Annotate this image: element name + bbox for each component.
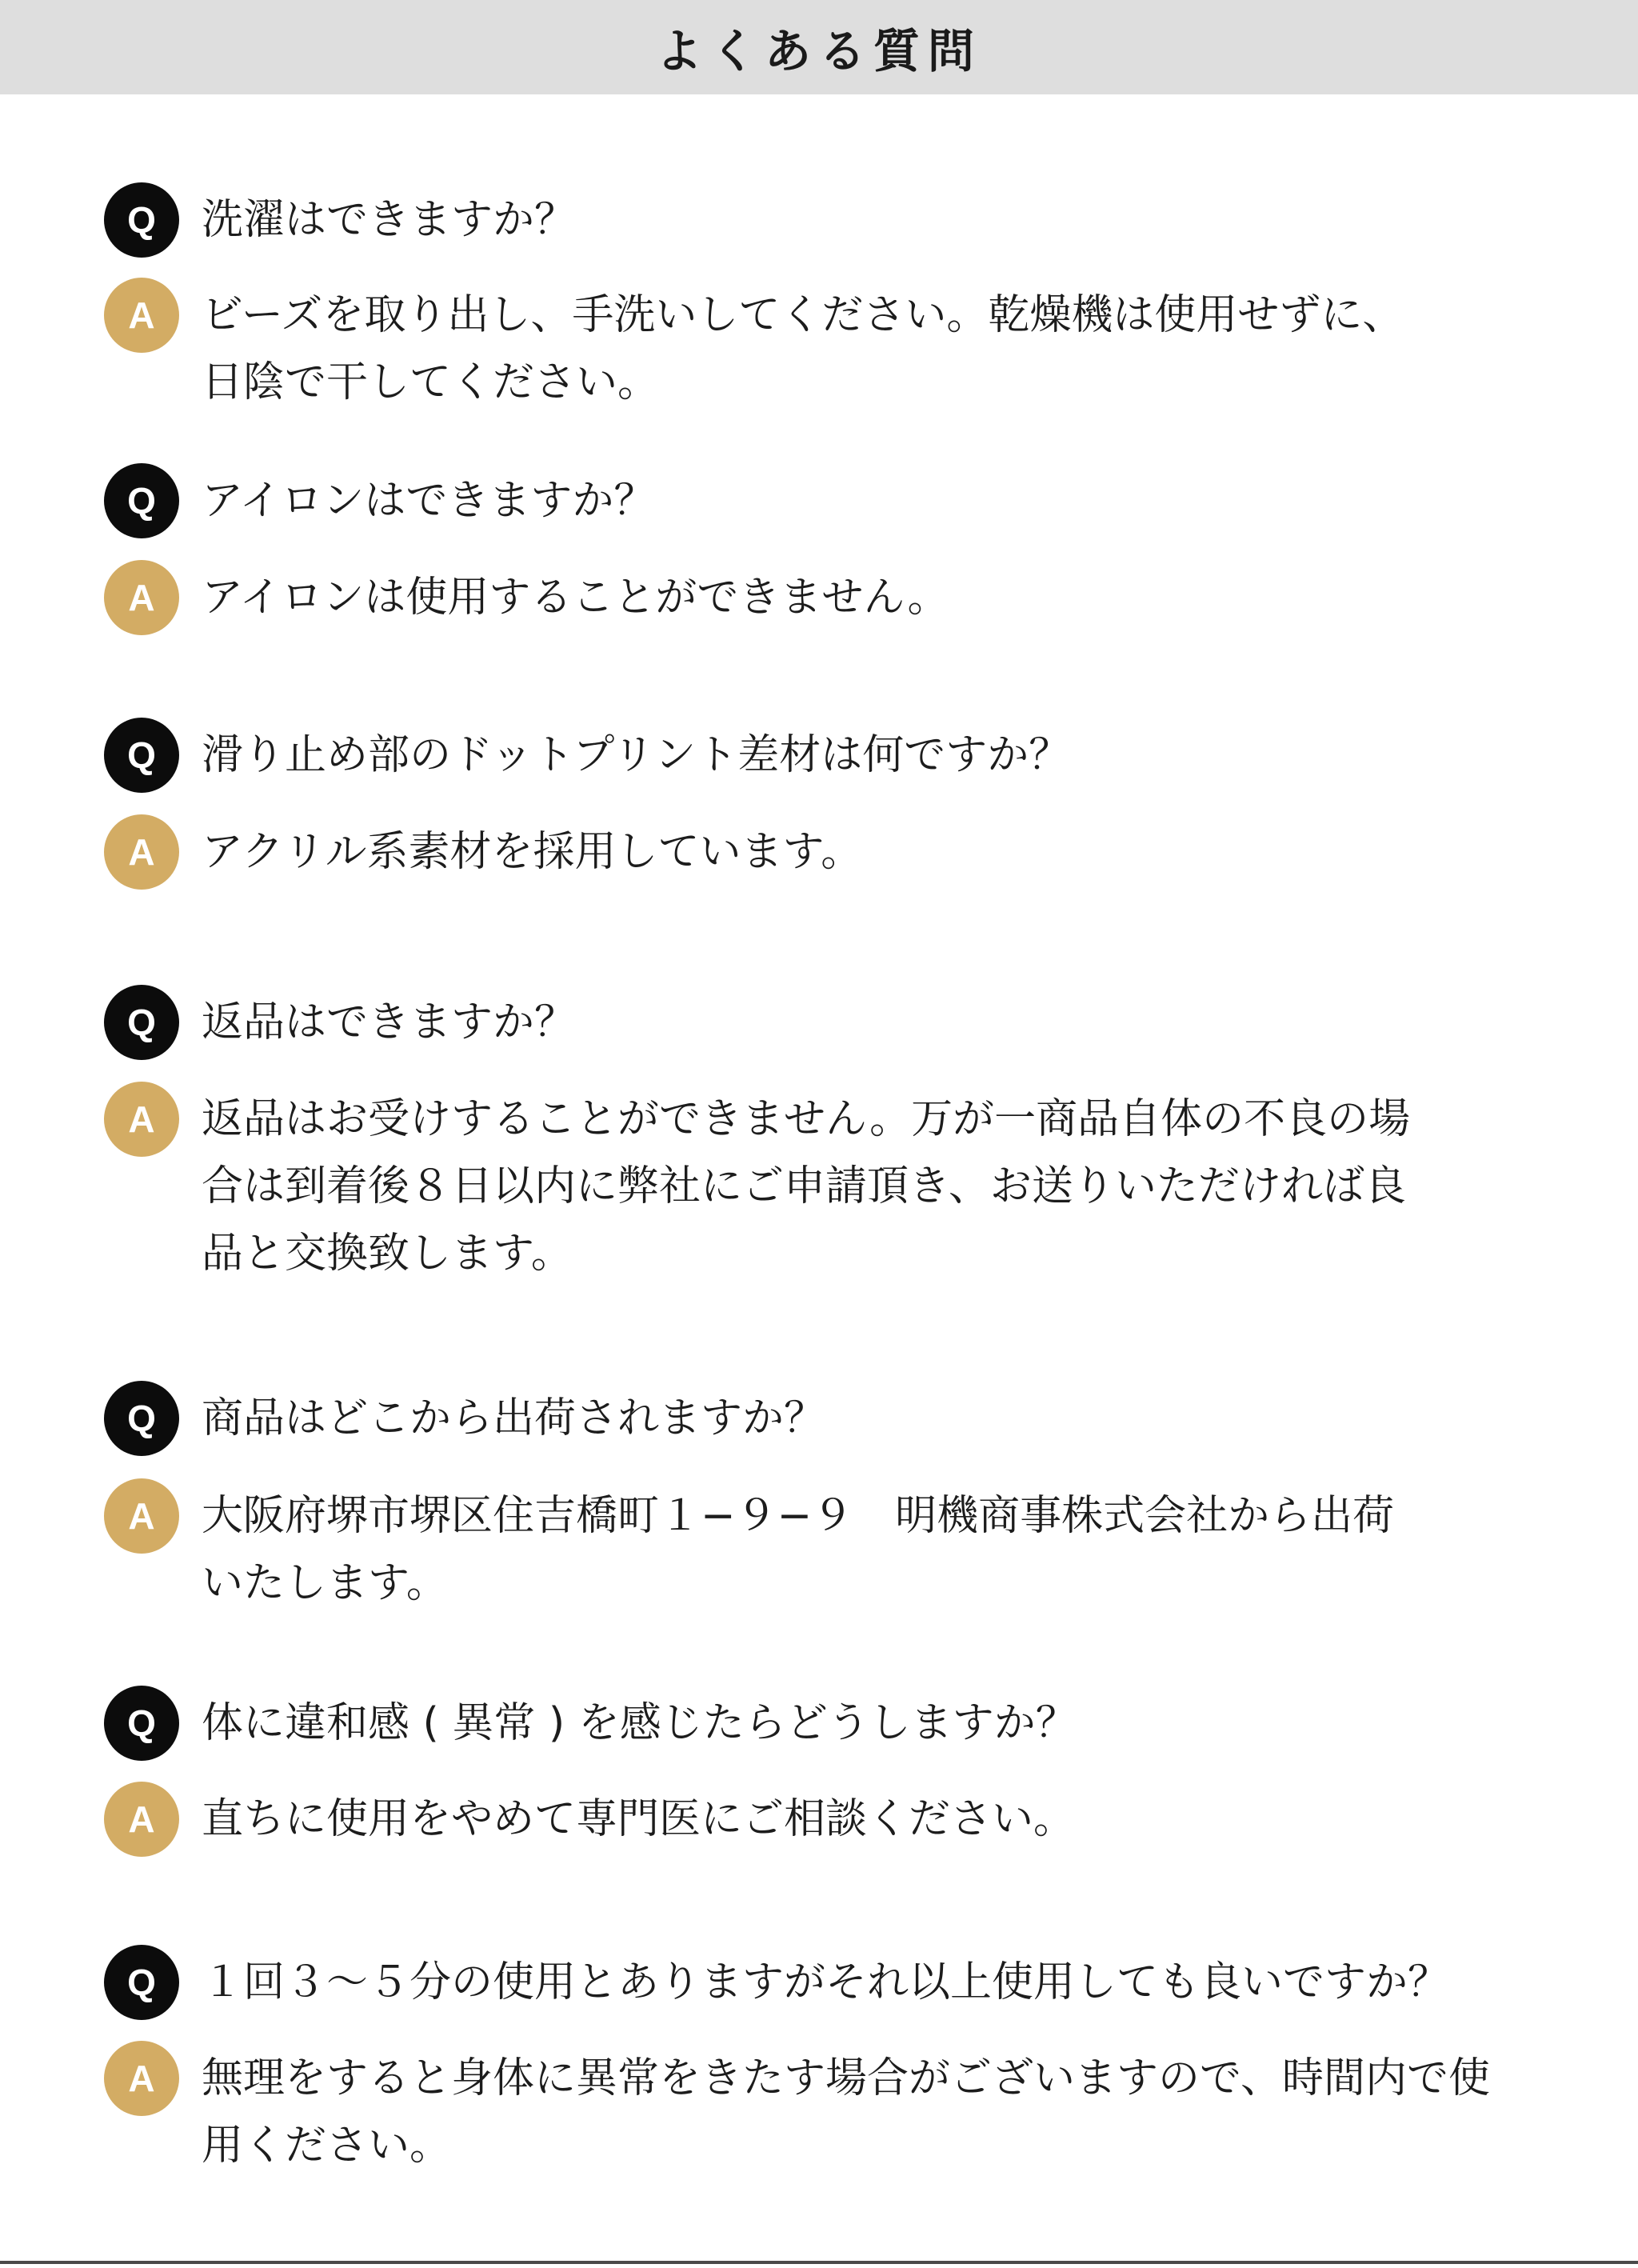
question-text: アイロンはできますか？ (202, 477, 656, 525)
question-badge: Q (104, 985, 179, 1060)
question-text: 滑り止め部のドットプリント差材は何ですか？ (202, 731, 1071, 779)
question-text: 返品はできますか？ (202, 998, 577, 1046)
answer-text: 返品はお受けすることができません。万が一商品自体の不良の場 合は到着後８日以内に弊社にご申請頂き、お送りいただければ良 品と交換致します。 (202, 1095, 1411, 1278)
answer-text: ビーズを取り出し、手洗いしてください。乾燥機は使用せずに、 日陰で干してください。 (202, 291, 1404, 406)
answer-badge: A (104, 814, 179, 890)
question-text: 洗濯はできますか？ (202, 196, 577, 244)
question-badge: Q (104, 1381, 179, 1456)
page-header (0, 0, 1638, 94)
answer-text: 直ちに使用をやめて専門医にご相談ください。 (202, 1795, 1076, 1843)
answer-text: アイロンは使用することができません。 (202, 574, 949, 622)
question-badge: Q (104, 463, 179, 538)
answer-badge: A (104, 1782, 179, 1857)
bottom-divider (0, 2261, 1638, 2264)
answer-text: アクリル系素材を採用しています。 (202, 828, 863, 876)
question-badge: Q (104, 1686, 179, 1761)
page-title: よくある質問 (655, 24, 982, 78)
answer-text: 大阪府堺市堺区住吉橋町１−９−９ 明機商事株式会社から出荷 いたします。 (202, 1492, 1395, 1607)
answer-badge: A (104, 278, 179, 353)
question-badge: Q (104, 182, 179, 258)
question-badge: Q (104, 1945, 179, 2020)
question-badge: Q (104, 718, 179, 793)
question-text: 体に違和感 ( 異常 ) を感じたらどうしますか？ (202, 1699, 1077, 1747)
answer-badge: A (104, 1082, 179, 1157)
answer-badge: A (104, 1478, 179, 1554)
question-text: １回３〜５分の使用とありますがそれ以上使用しても良いですか？ (202, 1958, 1450, 2006)
answer-badge: A (104, 560, 179, 635)
answer-text: 無理をすると身体に異常をきたす場合がございますので、時間内で使 用ください。 (202, 2054, 1490, 2170)
question-text: 商品はどこから出荷されますか？ (202, 1394, 826, 1442)
answer-badge: A (104, 2041, 179, 2116)
